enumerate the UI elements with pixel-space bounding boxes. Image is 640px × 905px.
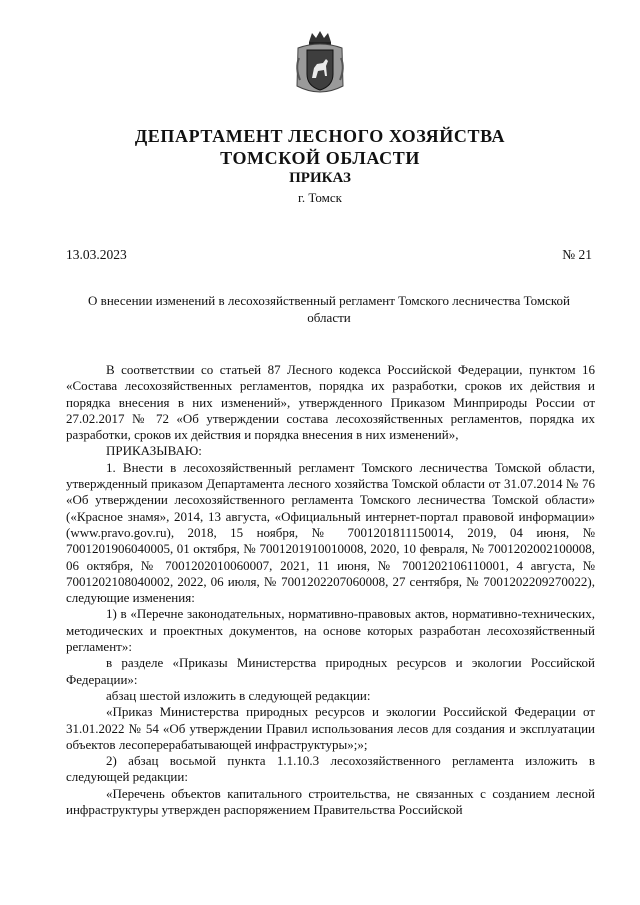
paragraph-section-ref: в разделе «Приказы Министерства природных ресурсов и экологии Российской Федерации»: (66, 655, 595, 687)
paragraph-item-1: 1. Внести в лесохозяйственный регламент Томского лесничества Томской области, утвержденный приказом Департамента лесного хозяйства Томской области от 31.07.2014 № 76 «Об утверждении лесохозяйственного регламента Томского лесничества Томской области» («Красное знамя», 2014, 13 августа, «Официальный интернет-портал правовой информации» (www.pravo.gov.ru), 2018, 15 ноября, № 7001201811150014, 2019, 04 июня, № 7001201906040005, 01 октября, № 7001201910010008, 2020, 10 февраля, № 7001202002100008, 06 октября, № 7001202010060007, 2021, 11 июня, № 7001202106110001, 4 августа, № 7001202108040002, 2022, 06 июля, № 7001202207060008, 27 сентября, № 7001202209270022), следующие изменения: (66, 459, 595, 606)
paragraph-quote-2: «Перечень объектов капитального строительства, не связанных с созданием лесной инфраструктуры утвержден распоряжением Правительства Российской (66, 785, 595, 818)
order-number: № 21 (562, 247, 592, 262)
paragraph-subitem-2: 2) абзац восьмой пункта 1.1.10.3 лесохозяйственного регламента изложить в следующей редакции: (66, 753, 595, 785)
paragraph-instruction: абзац шестой изложить в следующей редакции: (106, 687, 371, 703)
order-date: 13.03.2023 (66, 247, 127, 262)
order-body (66, 362, 595, 818)
paragraph-quote-1: «Приказ Министерства природных ресурсов и экологии Российской Федерации от 31.01.2022 № 54 «Об утверждении Правил использования лесов для создания и эксплуатации объектов лесоперерабатывающей инфраструктуры»;»; (66, 704, 595, 752)
paragraph-order-keyword: ПРИКАЗЫВАЮ: (106, 443, 202, 459)
city: г. Томск (298, 190, 342, 205)
paragraph-preamble: В соответствии со статьей 87 Лесного кодекса Российской Федерации, пунктом 16 «Состава лесохозяйственных регламентов, порядка их разработки, сроков их действия и порядка внесения в них изменений», утвержденного Приказом Минприроды России от 27.02.2017 № 72 «Об утверждении состава лесохозяйственных регламентов, порядка их разработки, сроков их действия и порядка внесения в них изменений», (66, 362, 595, 443)
paragraph-subitem-1: 1) в «Перечне законодательных, нормативно-правовых актов, нормативно-технических, методических и проектных документов, на основе которых разработан лесохозяйственный регламент»: (66, 606, 595, 655)
order-title: О внесении изменений в лесохозяйственный регламент Томского лесничества Томской области (88, 293, 570, 325)
department-name-line1: ДЕПАРТАМЕНТ ЛЕСНОГО ХОЗЯЙСТВА (134, 126, 506, 146)
department-name-line2: ТОМСКОЙ ОБЛАСТИ (220, 148, 420, 168)
document-type: ПРИКАЗ (289, 170, 351, 186)
tomsk-oblast-coat-of-arms-icon (293, 28, 347, 98)
